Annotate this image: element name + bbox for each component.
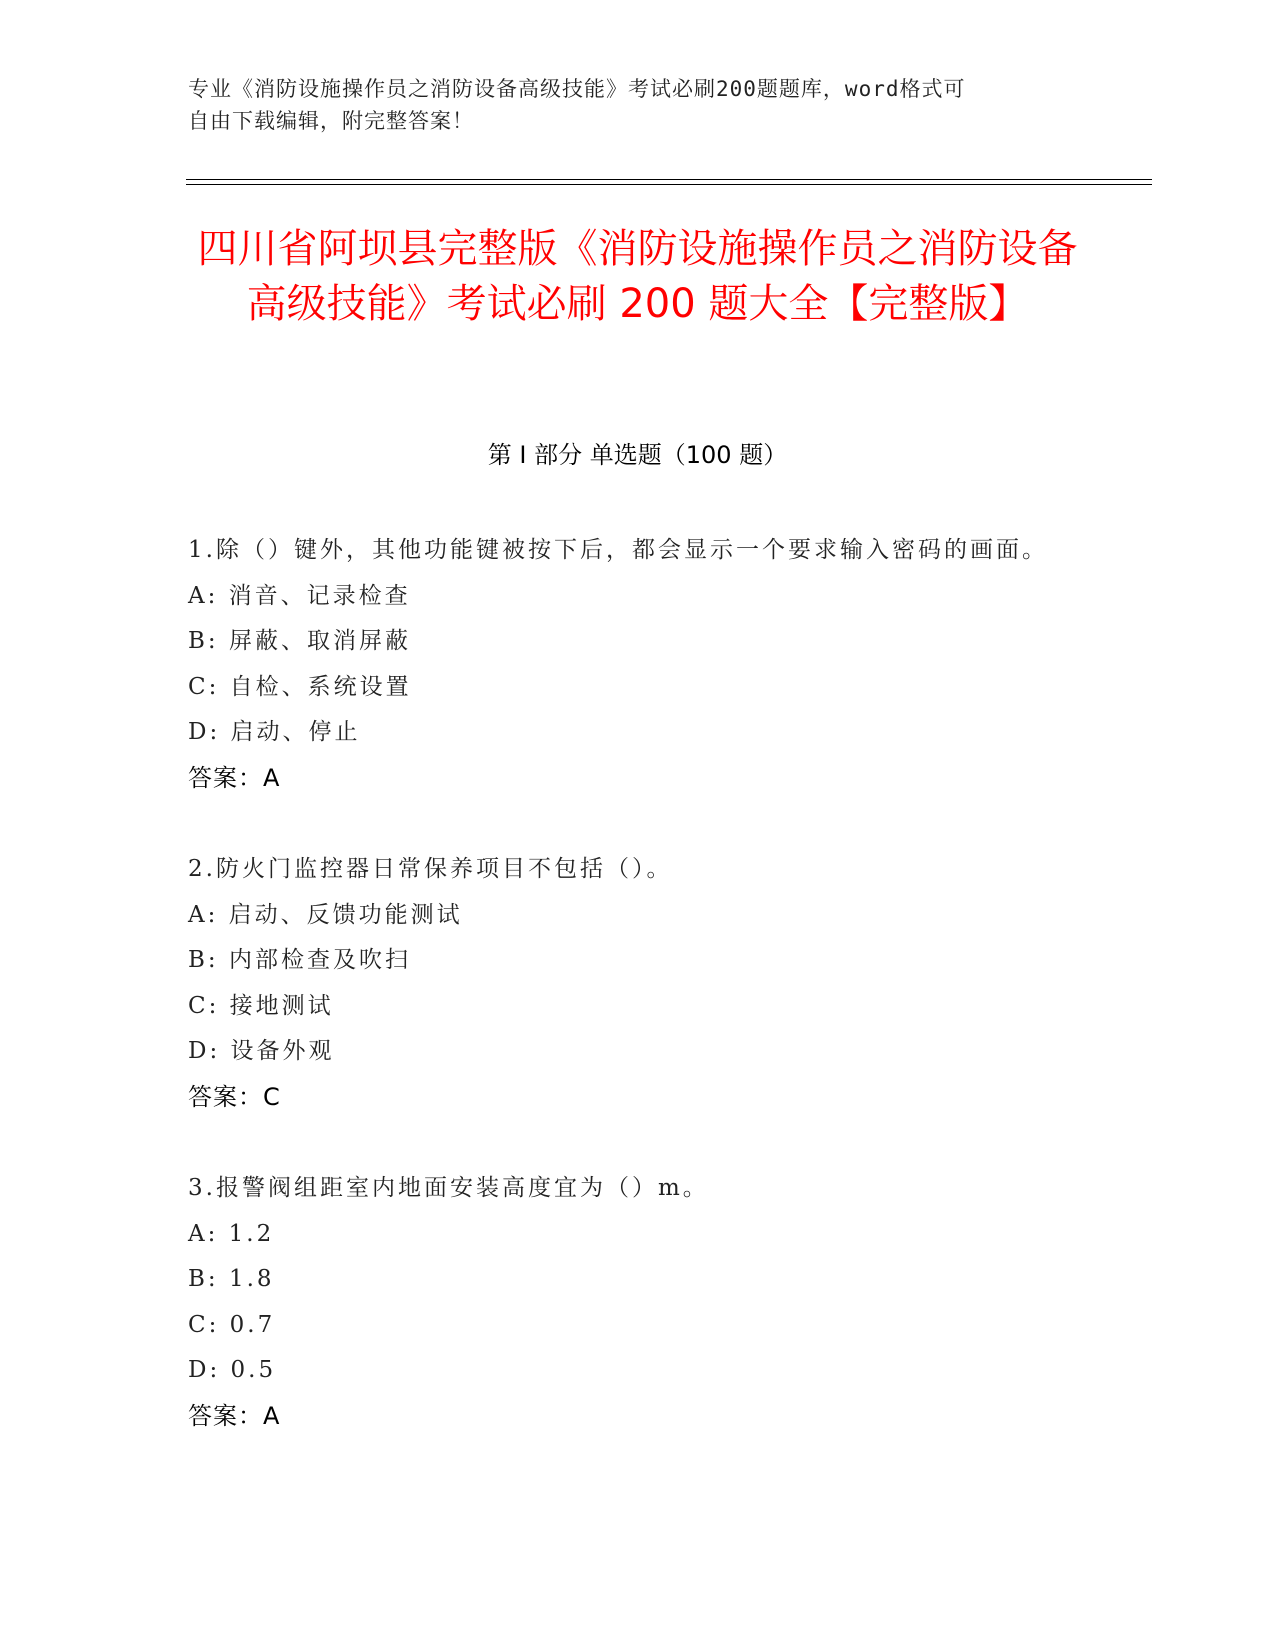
question-3 [188, 1166, 1068, 1439]
question-list [188, 528, 1068, 1485]
header-note-line-2: 自由下载编辑，附完整答案！ [188, 109, 474, 133]
option-a: A: 消音、记录检查 [188, 582, 411, 609]
option-d: D: 0.5 [188, 1357, 277, 1383]
section-heading: 第 I 部分 单选题（100 题） [487, 441, 788, 469]
question-stem: 1.除（）键外，其他功能键被按下后，都会显示一个要求输入密码的画面。 [188, 537, 1048, 563]
option-d: D: 设备外观 [188, 1038, 335, 1064]
option-b: B: 屏蔽、取消屏蔽 [188, 628, 411, 654]
header-note [188, 73, 1088, 137]
option-c: C: 自检、系统设置 [188, 673, 412, 700]
option-c: C: 0.7 [188, 1311, 276, 1338]
answer-line: 答案：C [188, 1082, 281, 1111]
option-c: C: 接地测试 [188, 992, 334, 1019]
question-stem: 2.防火门监控器日常保养项目不包括（）。 [188, 856, 673, 882]
answer-line: 答案：A [188, 763, 281, 792]
option-a: A: 启动、反馈功能测试 [188, 901, 463, 928]
document-title: 四川省阿坝县完整版《消防设施操作员之消防设备高级技能》考试必刷 200 题大全【完整版】 [197, 226, 1078, 327]
header-divider-top [186, 179, 1152, 180]
header-note-line-1: 专业《消防设施操作员之消防设备高级技能》考试必刷200题题库，word格式可 [188, 77, 966, 101]
question-1 [188, 528, 1068, 801]
header-divider-bottom [186, 184, 1152, 185]
question-2 [188, 847, 1068, 1120]
question-stem: 3.报警阀组距室内地面安装高度宜为（）m。 [188, 1175, 709, 1201]
answer-line: 答案：A [188, 1401, 281, 1430]
option-b: B: 内部检查及吹扫 [188, 947, 411, 973]
option-d: D: 启动、停止 [188, 719, 361, 745]
option-b: B: 1.8 [188, 1266, 275, 1292]
option-a: A: 1.2 [188, 1220, 275, 1247]
